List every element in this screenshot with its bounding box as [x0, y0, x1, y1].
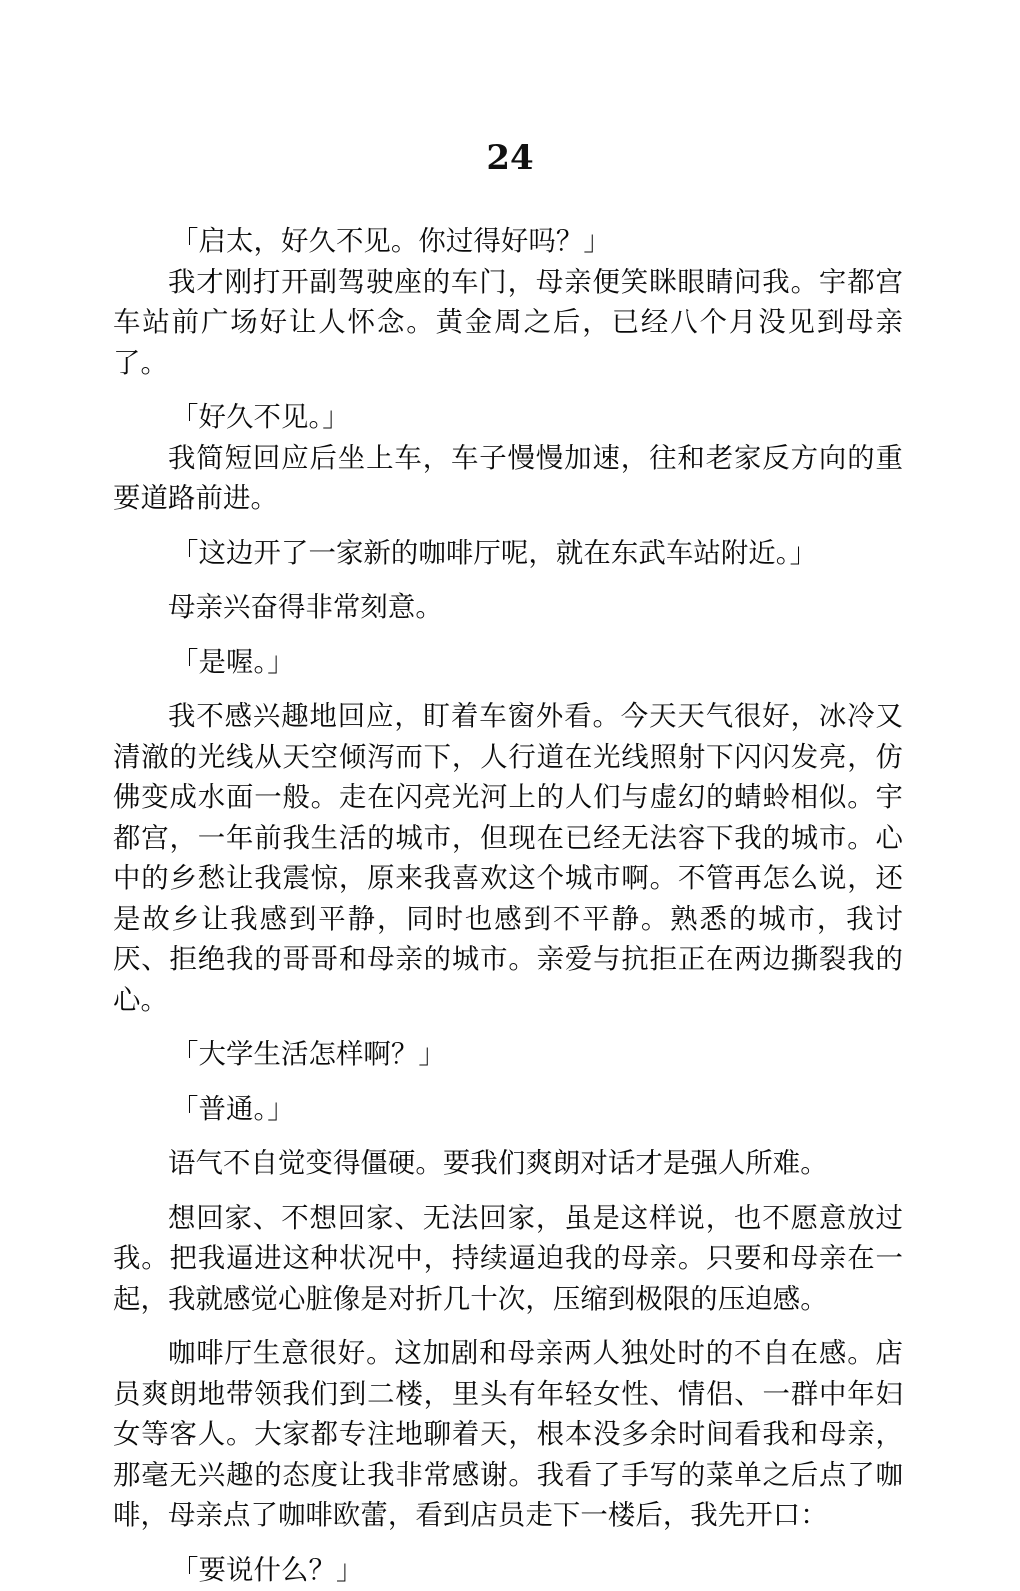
paragraph-narrative: 我才刚打开副驾驶座的车门，母亲便笑眯眼睛问我。宇都宫车站前广场好让人怀念。黄金周之后，已经八个月没见到母亲了。 — [113, 263, 903, 385]
paragraph-dialogue: 「大学生活怎样啊？」 — [113, 1035, 903, 1076]
paragraph-narrative: 我简短回应后坐上车，车子慢慢加速，往和老家反方向的重要道路前进。 — [113, 439, 903, 520]
paragraph-dialogue: 「普通。」 — [113, 1090, 903, 1131]
paragraph-narrative: 母亲兴奋得非常刻意。 — [113, 588, 903, 629]
paragraph-narrative: 语气不自觉变得僵硬。要我们爽朗对话才是强人所难。 — [113, 1144, 903, 1185]
paragraph-dialogue: 「要说什么？」 — [113, 1551, 903, 1591]
body-text-container — [113, 222, 903, 1591]
paragraph-dialogue: 「启太，好久不见。你过得好吗？」 — [113, 222, 903, 263]
paragraph-dialogue: 「好久不见。」 — [113, 398, 903, 439]
paragraph-dialogue: 「这边开了一家新的咖啡厅呢，就在东武车站附近。」 — [113, 534, 903, 575]
paragraph-dialogue: 「是喔。」 — [113, 643, 903, 684]
paragraph-narrative: 想回家、不想回家、无法回家，虽是这样说，也不愿意放过我。把我逼进这种状况中，持续逼迫我的母亲。只要和母亲在一起，我就感觉心脏像是对折几十次，压缩到极限的压迫感。 — [113, 1199, 903, 1321]
chapter-number-heading: 24 — [0, 138, 1020, 178]
paragraph-narrative: 咖啡厅生意很好。这加剧和母亲两人独处时的不自在感。店员爽朗地带领我们到二楼，里头有年轻女性、情侣、一群中年妇女等客人。大家都专注地聊着天，根本没多余时间看我和母亲，那毫无兴趣的态度让我非常感谢。我看了手写的菜单之后点了咖啡，母亲点了咖啡欧蕾，看到店员走下一楼后，我先开口： — [113, 1334, 903, 1537]
paragraph-narrative: 我不感兴趣地回应，盯着车窗外看。今天天气很好，冰冷又清澈的光线从天空倾泻而下，人行道在光线照射下闪闪发亮，仿佛变成水面一般。走在闪亮光河上的人们与虚幻的蜻蛉相似。宇都宫，一年前我生活的城市，但现在已经无法容下我的城市。心中的乡愁让我震惊，原来我喜欢这个城市啊。不管再怎么说，还是故乡让我感到平静，同时也感到不平静。熟悉的城市，我讨厌、拒绝我的哥哥和母亲的城市。亲爱与抗拒正在两边撕裂我的心。 — [113, 697, 903, 1021]
